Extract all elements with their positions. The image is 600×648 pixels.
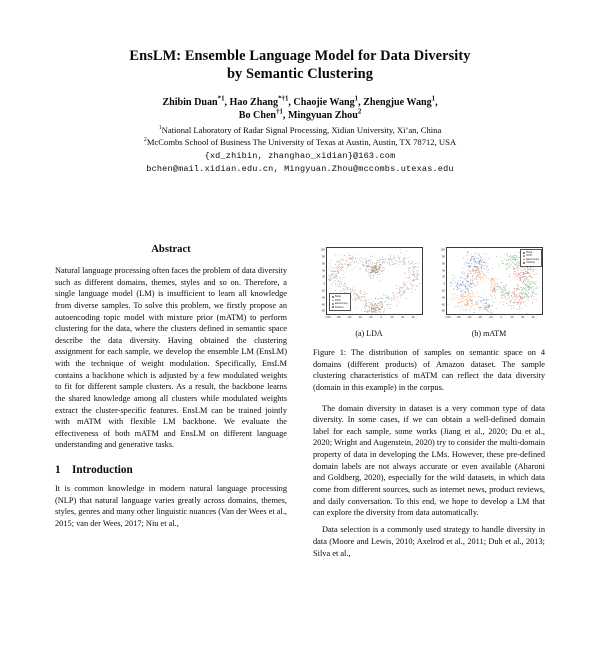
- legend-label: Book: [334, 295, 341, 299]
- author-list: [55, 96, 545, 122]
- x-tick: -80: [456, 316, 461, 319]
- affiliation-2: $^2$McCombs School of Business The University of Texas at Austin, Austin, TX 78712, USA: [143, 136, 457, 147]
- plot-lda-legend: [329, 293, 351, 311]
- legend-color-swatch: [332, 296, 334, 298]
- section-number: 1: [55, 464, 61, 476]
- y-tick: 0: [443, 282, 445, 286]
- abstract-heading: Abstract: [151, 244, 191, 255]
- author-line-2: Bo Chen$^{\dagger 1}$, Mingyuan Zhou$^2$: [238, 108, 362, 122]
- y-tick: 80: [322, 255, 325, 259]
- legend-label: DVD: [334, 298, 341, 302]
- affiliation-1: $^1$National Laboratory of Radar Signal Processing, Xidian University, Xi’an, China: [158, 125, 442, 136]
- section-heading-introduction: [55, 464, 287, 476]
- plot-matm: [433, 244, 545, 326]
- legend-label: Kitchen: [526, 261, 535, 265]
- x-tick: 0: [380, 316, 383, 319]
- y-tick: 20: [442, 275, 445, 279]
- page-title: [55, 48, 545, 83]
- plot-lda: [313, 244, 425, 326]
- paper-page: [0, 48, 600, 648]
- x-tick: -100: [445, 316, 451, 319]
- y-tick: 0: [323, 282, 325, 286]
- x-tick: -40: [357, 316, 362, 319]
- x-tick: -80: [336, 316, 341, 319]
- y-tick: -60: [321, 303, 325, 307]
- x-tick: 60: [531, 316, 535, 319]
- subfigure-caption-a: (a) LDA: [355, 329, 383, 338]
- intro-paragraph-1: It is common knowledge in modern natural language processing (NLP) that natural language varies greatly across domains, themes, styles, genres and many other linguistic nuances (Van der Wees et al., 2015; van der Wees, 2017; Niu et al.,: [55, 484, 287, 528]
- abstract-text: Natural language processing often faces the problem of data diversity such as different domains, themes, styles and so on. Therefore, a single language model (LM) is insufficient to learn all knowledge from diverse samples. To solve this problem, we firstly propose an autoencoding topic model with mixture prior (mATM) to perform clustering for the data, where the clusters defined in semantic space describe the data diversity. Having obtained the clustering assignment for each sample, we develop the ensemble LM (EnsLM) with the technique of weight modulation. Specifically, EnsLM contains a backbone which is adjusted by a few modulated weights to fit for different sample clusters. As a result, the backbone learns the shared knowledge among all clusters while modulated weights extract the cluster-specific features. EnsLM can be trained jointly with mATM with flexible LM backbone. We evaluate the effectiveness of both mATM and EnsLM on different language understanding and generative tasks.: [55, 266, 287, 450]
- x-tick: -60: [347, 316, 352, 319]
- legend-label: Kitchen: [334, 305, 344, 309]
- title-line-1: EnsLM: Ensemble Language Model for Data Diversity: [129, 48, 471, 64]
- body-columns: [55, 244, 545, 648]
- author-line-1: Zhibin Duan$^{*1}$, Hao Zhang$^{*\dagger 1}$, Chaojie Wang$^1$, Zhengjue Wang$^1$,: [162, 95, 438, 108]
- y-tick: 60: [442, 262, 445, 266]
- section-title: Introduction: [72, 464, 133, 476]
- y-tick: -60: [441, 303, 445, 307]
- subfigure-lda: [313, 244, 425, 338]
- left-column: [55, 244, 287, 648]
- y-tick: -20: [321, 289, 325, 293]
- y-tick: -80: [321, 309, 325, 313]
- x-tick: 0: [500, 316, 503, 319]
- legend-label: Electronics: [334, 302, 348, 306]
- legend-item: [523, 261, 539, 264]
- email-list: [55, 150, 545, 175]
- y-tick: 40: [322, 269, 325, 273]
- x-tick: -20: [488, 316, 493, 319]
- legend-label: Book: [526, 251, 533, 254]
- legend-color-swatch: [523, 262, 525, 264]
- y-tick: -40: [321, 296, 325, 300]
- legend-color-swatch: [332, 303, 334, 305]
- right-paragraph-2: Data selection is a commonly used strategy to handle diversity in data (Moore and Lewis, 2010; Axelrod et al., 2011; Duh et al., 2013; Silva et al.,: [313, 525, 545, 558]
- subfigure-matm: [433, 244, 545, 338]
- email-line-2: bchen@mail.xidian.edu.cn, Mingyuan.Zhou@mccombs.utexas.edu: [146, 163, 454, 174]
- x-tick: 20: [390, 316, 394, 319]
- figure-caption: Figure 1: The distribution of samples on semantic space on 4 domains (different products) of Amazon dataset. The sample clustering characteristics of mATM can reflect the data diversity (domain in this example) in the corpus.: [313, 348, 545, 392]
- y-tick: 100: [440, 248, 445, 252]
- figure-subplots-row: [313, 244, 545, 338]
- subfigure-caption-b: (b) mATM: [471, 329, 507, 338]
- right-column: [313, 244, 545, 648]
- legend-color-swatch: [332, 306, 334, 308]
- y-tick: -80: [441, 309, 445, 313]
- x-tick: 40: [401, 316, 405, 319]
- x-tick: -100: [325, 316, 331, 319]
- legend-color-swatch: [523, 255, 525, 257]
- legend-label: DVD: [526, 254, 532, 258]
- y-tick: 80: [442, 255, 445, 259]
- y-tick: 40: [442, 269, 445, 273]
- email-line-1: {xd_zhibin, zhanghao_xidian}@163.com: [204, 151, 396, 162]
- title-line-2: by Semantic Clustering: [226, 65, 374, 82]
- x-tick: 20: [510, 316, 514, 319]
- legend-color-swatch: [523, 259, 525, 261]
- y-tick: -20: [441, 289, 445, 293]
- y-tick: 60: [322, 262, 325, 266]
- legend-label: Electronics: [526, 257, 539, 261]
- legend-color-swatch: [523, 252, 525, 254]
- x-tick: -60: [467, 316, 472, 319]
- plot-matm-legend: [520, 249, 542, 267]
- x-tick: -40: [477, 316, 482, 319]
- x-tick: -20: [368, 316, 373, 319]
- figure-1: [313, 244, 545, 394]
- legend-color-swatch: [332, 300, 334, 302]
- y-tick: 100: [320, 248, 325, 252]
- legend-item: [332, 306, 348, 309]
- y-tick: 20: [322, 275, 325, 279]
- y-tick: -40: [441, 296, 445, 300]
- right-paragraph-1: The domain diversity in dataset is a very common type of data diversity. In some cases, if we can obtain a well-defined domain label for each sample, some works (Jiang et al., 2020; Du et al., 2020; Wright and Augenstein, 2020) try to consider the multi-domain property of data in developing the LMs. However, these pre-defined domain labels are not always accurate or even available (Aharoni and Goldberg, 2020), especially for the wild datasets, in which data come from different sources, such as internet news, product reviews, and daily conversation. To this end, we hope to develop a LM that can explore the diversity from data automatically.: [313, 403, 545, 518]
- x-tick: 40: [521, 316, 525, 319]
- x-tick: 60: [411, 316, 415, 319]
- affiliation-list: [55, 125, 545, 148]
